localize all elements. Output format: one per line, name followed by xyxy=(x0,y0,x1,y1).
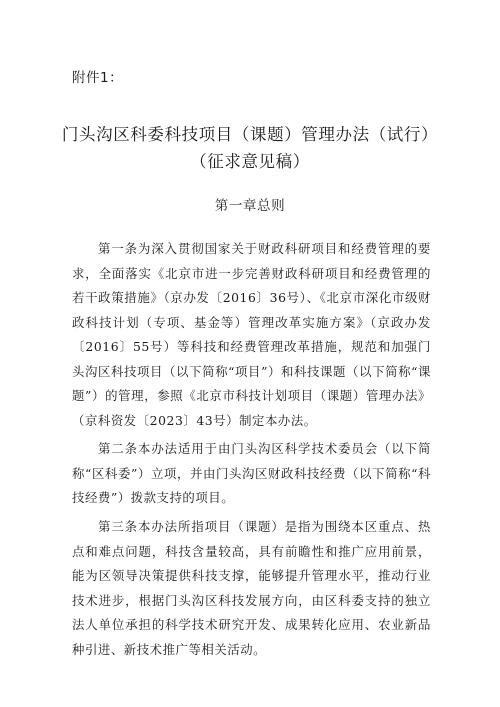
chapter-heading: 第一章总则 xyxy=(214,198,286,214)
attachment-label: 附件1： xyxy=(72,70,124,86)
document-title: 门头沟区科委科技项目（课题）管理办法（试行） xyxy=(61,125,439,144)
article-3: 第三条本办法所指项目（课题）是指为围绕本区重点、热点和难点问题，科技含量较高，具有前瞻性和推广应用前景，能为区领导决策提供科技支撑，能够提升管理水平，推动行业技术进步，根据门头沟区科技发展方向，由区科委支持的独立法人单位承担的科学技术研究开发、成果转化应用、农业新品种引进、新技术推广等相关活动。 xyxy=(72,519,431,657)
article-2: 第二条本办法适用于由门头沟区科学技术委员会（以下简称“区科委”）立项，并由门头沟区财政科技经费（以下简称“科技经费”）拨款支持的项目。 xyxy=(72,441,431,505)
article-1: 第一条为深入贯彻国家关于财政科研项目和经费管理的要求，全面落实《北京市进一步完善财政科研项目和经费管理的若干政策措施》（京办发〔2016〕36号）、《北京市深化市级财政科技计划（专项、基金等）管理改革实施方案》（京政办发〔2016〕55号）等科技和经费管理改革措施，规范和加强门头沟区科技项目（以下简称“项目”）和科技课题（以下简称“课题”）的管理，参照《北京市科技计划项目（课题）管理办法》（京科资发〔2023〕43号）制定本办法。 xyxy=(72,241,431,428)
document-subtitle: （征求意见稿） xyxy=(190,152,310,171)
